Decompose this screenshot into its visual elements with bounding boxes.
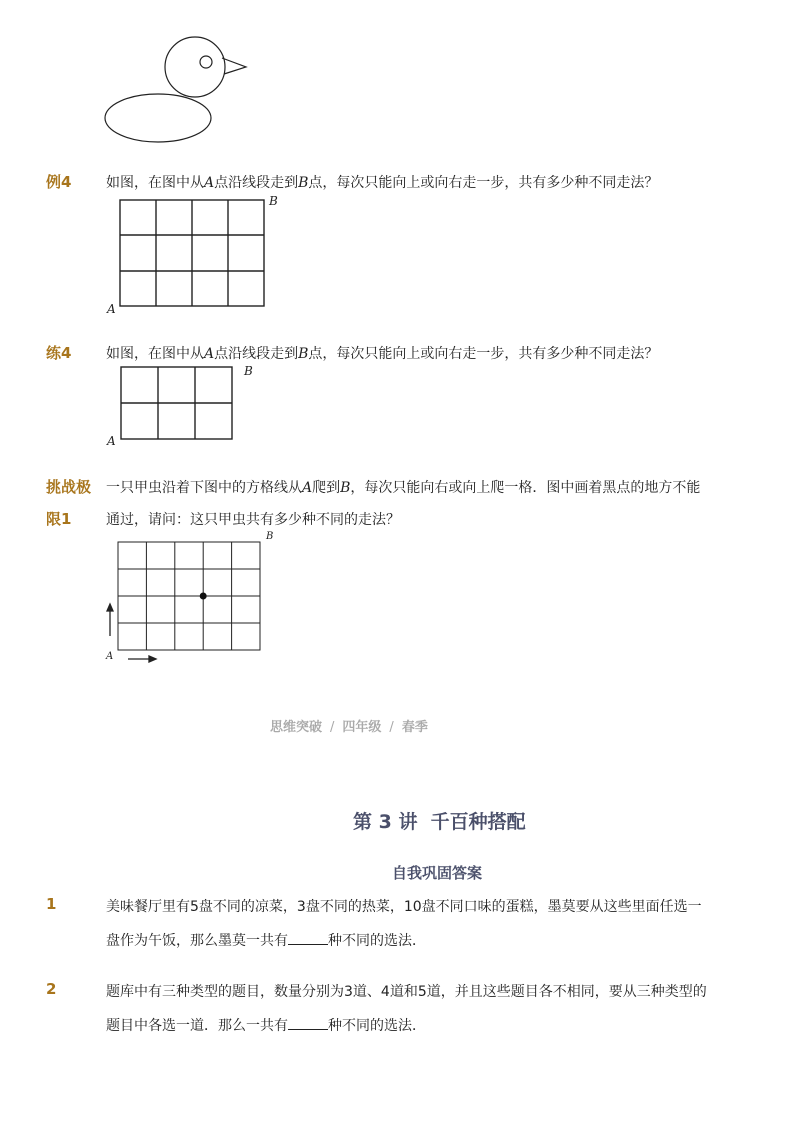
footer-grade: 四年级 xyxy=(342,720,382,735)
problem-2-number: 2 xyxy=(46,980,57,998)
example-4-grid xyxy=(118,198,268,310)
footer-term: 春季 xyxy=(401,720,428,735)
problem-2-line2 xyxy=(106,1015,426,1035)
problem-1-line1: 美味餐厅里有5盘不同的凉菜，3盘不同的热菜，10盘不同口味的蛋糕，墨莫要从这些里面任选一 xyxy=(106,899,702,915)
practice-4-point-a: A xyxy=(107,434,116,448)
duck-eye xyxy=(200,56,212,68)
duck-figure xyxy=(100,36,260,148)
challenge-label-line1: 挑战极 xyxy=(46,478,92,496)
duck-head xyxy=(165,37,225,97)
answer-blank[interactable] xyxy=(288,1017,328,1030)
q-text: 点沿线段走到 xyxy=(214,346,299,362)
footer-separator: / xyxy=(389,720,394,735)
duck-beak xyxy=(222,58,246,74)
example-4-point-b: B xyxy=(269,194,278,208)
q-text: 如图，在图中从 xyxy=(106,346,204,362)
challenge-point-b: B xyxy=(266,531,274,542)
blocked-point-dot xyxy=(200,593,207,600)
problem-1-line2 xyxy=(106,930,426,950)
q-text: 种不同的选法． xyxy=(328,933,426,949)
answer-blank[interactable] xyxy=(288,932,328,945)
footer-separator: / xyxy=(330,720,335,735)
q-text: 点，每次只能向上或向右走一步，共有多少种不同走法？ xyxy=(308,175,659,191)
q-point: B xyxy=(298,175,309,191)
q-text: 种不同的选法． xyxy=(328,1018,426,1034)
challenge-question-line1 xyxy=(106,477,700,497)
challenge-point-a: A xyxy=(106,651,114,662)
q-text: 点，每次只能向上或向右走一步，共有多少种不同走法？ xyxy=(308,346,659,362)
practice-4-label: 练4 xyxy=(46,344,72,362)
q-point: B xyxy=(340,480,351,496)
practice-4-point-b: B xyxy=(244,364,253,378)
example-4-question xyxy=(106,172,658,192)
q-text: 点沿线段走到 xyxy=(214,175,299,191)
q-text: ，每次只能向右或向上爬一格．图中画着黑点的地方不能 xyxy=(350,480,701,496)
challenge-question-line2: 通过，请问：这只甲虫共有多少种不同的走法？ xyxy=(106,512,400,528)
footer-series: 思维突破 xyxy=(270,720,323,735)
challenge-grid xyxy=(104,540,266,666)
practice-4-question xyxy=(106,343,658,363)
duck-body xyxy=(105,94,211,142)
example-4-point-a: A xyxy=(107,302,116,316)
q-point: A xyxy=(204,346,215,362)
q-text: 题目中各选一道．那么一共有 xyxy=(106,1018,288,1034)
q-text: 一只甲虫沿着下图中的方格线从 xyxy=(106,480,302,496)
lecture-title: 第 3 讲 千百种搭配 xyxy=(353,811,526,833)
q-point: B xyxy=(298,346,309,362)
up-arrow xyxy=(107,604,113,636)
problem-1-number: 1 xyxy=(46,895,57,913)
problem-2-line1: 题库中有三种类型的题目，数量分别为3道、4道和5道，并且这些题目各不相同，要从三种类型的 xyxy=(106,984,707,1000)
page-footer xyxy=(270,716,428,735)
q-text: 爬到 xyxy=(312,480,341,496)
section-title: 自我巩固答案 xyxy=(392,864,483,882)
challenge-label-line2: 限1 xyxy=(46,510,72,528)
right-arrow xyxy=(128,656,156,662)
q-text: 盘作为午饭，那么墨莫一共有 xyxy=(106,933,288,949)
q-text: 如图，在图中从 xyxy=(106,175,204,191)
q-point: A xyxy=(204,175,215,191)
q-point: A xyxy=(302,480,313,496)
example-4-label: 例4 xyxy=(46,173,72,191)
practice-4-grid xyxy=(119,365,235,442)
